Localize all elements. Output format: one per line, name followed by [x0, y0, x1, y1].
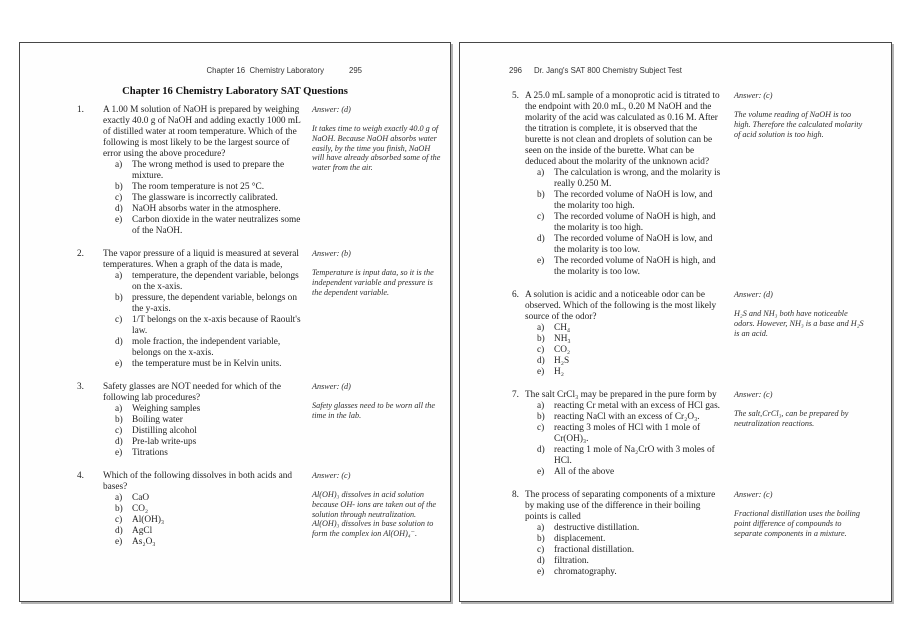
question-number: 8.	[512, 490, 519, 500]
question-main	[512, 91, 725, 278]
answer-option	[525, 323, 725, 334]
option-label: a)	[115, 160, 123, 170]
option-label: a)	[537, 401, 545, 411]
question-main	[512, 390, 725, 478]
option-text: All of the above	[554, 467, 615, 477]
answer-option	[103, 504, 303, 515]
answer-option	[525, 401, 725, 412]
option-text: The calculation is wrong, and the molarity is really 0.250 M.	[554, 168, 721, 189]
option-label: d)	[537, 556, 545, 566]
option-label: c)	[115, 193, 123, 203]
answer-option	[103, 426, 303, 437]
answer-option	[103, 315, 303, 337]
option-text: fractional distillation.	[554, 545, 635, 555]
options-list	[525, 323, 725, 378]
answer-explanation: It takes time to weigh exactly 40.0 g of NaOH. Because NaOH absorbs water easily, by the time you finish, NaOH will have already absorbed some of the water from the air.	[312, 124, 441, 173]
answer-option	[525, 534, 725, 545]
option-text: Titrations	[132, 448, 168, 458]
question-body	[525, 390, 725, 478]
option-label: d)	[115, 437, 123, 447]
option-label: a)	[537, 523, 545, 533]
options-list	[103, 271, 303, 370]
question	[77, 382, 444, 459]
option-text: CH₄	[554, 323, 571, 333]
answer-option	[103, 404, 303, 415]
option-text: Weighing samples	[132, 404, 201, 414]
question-number: 1.	[77, 105, 84, 115]
options-list	[103, 493, 303, 548]
option-text: Al(OH)₃	[132, 515, 165, 525]
answer-margin-note	[734, 490, 866, 538]
answer-option	[525, 367, 725, 378]
option-label: d)	[115, 337, 123, 347]
answer-margin-note	[734, 290, 866, 338]
option-text: Distilling alcohol	[132, 426, 197, 436]
option-label: e)	[115, 537, 123, 547]
option-text: Pre-lab write-ups	[132, 437, 197, 447]
option-text: The wrong method is used to prepare the mixture.	[132, 160, 285, 181]
option-label: e)	[537, 367, 545, 377]
option-text: displacement.	[554, 534, 606, 544]
question-number: 7.	[512, 390, 519, 400]
answer-option	[103, 160, 303, 182]
answer-option	[525, 190, 725, 212]
question-text: The process of separating components of a mixture by making use of the difference in their boiling points is called	[525, 490, 716, 522]
answer-option	[103, 204, 303, 215]
answer-option	[525, 423, 725, 445]
answer-margin-note	[312, 471, 444, 539]
option-label: b)	[115, 293, 123, 303]
option-text: reacting 1 mole of Na₂CrO with 3 moles of HCl.	[554, 445, 715, 466]
answer-option	[103, 359, 303, 370]
option-label: a)	[537, 323, 545, 333]
option-text: The recorded volume of NaOH is high, and the molarity is too low.	[554, 256, 716, 277]
answer-explanation: Al(OH)₃ dissolves in acid solution because OH- ions are taken out of the solution through neutralization. Al(OH)₃ dissolves in base solution to form the complex ion Al(OH)₄⁻.	[312, 490, 437, 539]
answer-option	[103, 493, 303, 504]
option-text: CO₂	[132, 504, 149, 514]
options-list	[103, 404, 303, 459]
question	[77, 249, 444, 370]
answer-option	[525, 334, 725, 345]
option-label: c)	[115, 515, 123, 525]
answer-label: Answer: (d)	[312, 105, 351, 114]
option-text: filtration.	[554, 556, 589, 566]
option-label: a)	[115, 404, 123, 414]
answer-option	[525, 556, 725, 567]
question-body	[103, 249, 303, 370]
option-text: The room temperature is not 25 °C.	[132, 182, 265, 192]
answer-option	[103, 337, 303, 359]
option-text: The recorded volume of NaOH is low, and the molarity is too low.	[554, 234, 713, 255]
chapter-title: Chapter 16 Chemistry Laboratory SAT Questions	[122, 86, 348, 97]
option-text: AgCl	[132, 526, 153, 536]
answer-option	[525, 567, 725, 578]
options-list	[525, 523, 725, 578]
question-text: The vapor pressure of a liquid is measured at several temperatures. When a graph of the data is made,	[103, 249, 299, 270]
option-text: NaOH absorbs water in the atmosphere.	[132, 204, 281, 214]
option-label: b)	[537, 412, 545, 422]
answer-explanation: Fractional distillation uses the boiling point difference of compounds to separate components in a mixture.	[734, 509, 860, 538]
option-text: the temperature must be in Kelvin units.	[132, 359, 282, 369]
question-text: A 1.00 M solution of NaOH is prepared by weighing exactly 40.0 g of NaOH and adding exactly 1000 mL of distilled water at room temperature. Which of the following is most likely to be the largest source of error using the above procedure?	[103, 105, 301, 159]
answer-explanation: The salt,CrCl₃, can be prepared by neutralization reactions.	[734, 409, 849, 428]
answer-option	[525, 467, 725, 478]
answer-option	[525, 212, 725, 234]
answer-option	[103, 182, 303, 193]
answer-label: Answer: (b)	[312, 249, 351, 258]
question-main	[77, 382, 303, 459]
option-text: reacting 3 moles of HCl with 1 mole of Cr(OH)₃.	[554, 423, 701, 444]
option-text: destructive distillation.	[554, 523, 640, 533]
answer-option	[525, 356, 725, 367]
question-body	[103, 382, 303, 459]
question-main	[77, 105, 303, 237]
answer-label: Answer: (d)	[312, 382, 351, 391]
answer-option	[525, 545, 725, 556]
question-body	[525, 91, 725, 278]
option-text: The recorded volume of NaOH is high, and the molarity is too high.	[554, 212, 716, 233]
option-label: d)	[115, 526, 123, 536]
option-text: The recorded volume of NaOH is low, and the molarity too high.	[554, 190, 713, 211]
page-left	[19, 42, 451, 602]
answer-label: Answer: (c)	[734, 390, 773, 399]
question	[77, 105, 444, 237]
option-label: d)	[115, 204, 123, 214]
question-main	[512, 490, 725, 578]
question-number: 5.	[512, 91, 519, 101]
question-main	[512, 290, 725, 378]
question	[77, 471, 444, 548]
option-label: c)	[115, 315, 123, 325]
option-label: c)	[537, 423, 545, 433]
option-label: c)	[537, 212, 545, 222]
answer-option	[103, 537, 303, 548]
answer-option	[103, 271, 303, 293]
option-label: e)	[537, 567, 545, 577]
option-label: b)	[115, 182, 123, 192]
answer-explanation: The volume reading of NaOH is too high. Therefore the calculated molarity of acid solution is too high.	[734, 110, 863, 139]
question-number: 2.	[77, 249, 84, 259]
answer-explanation: Safety glasses need to be worn all the time in the lab.	[312, 401, 436, 420]
option-text: As₂O₃	[132, 537, 156, 547]
answer-option	[103, 526, 303, 537]
option-label: c)	[537, 345, 545, 355]
option-text: reacting NaCl with an excess of Cr₂O₃.	[554, 412, 700, 422]
option-label: b)	[537, 190, 545, 200]
page-number: 296	[509, 66, 523, 75]
answer-margin-note	[312, 105, 444, 173]
option-text: mole fraction, the independent variable, belongs on the x-axis.	[132, 337, 281, 358]
question-text: Safety glasses are NOT needed for which of the following lab procedures?	[103, 382, 281, 403]
answer-option	[525, 256, 725, 278]
options-list	[525, 401, 725, 478]
question-body	[103, 471, 303, 548]
question-main	[77, 471, 303, 548]
option-text: reacting Cr metal with an excess of HCl gas.	[554, 401, 721, 411]
option-label: a)	[115, 493, 123, 503]
questions-list	[512, 91, 885, 590]
answer-option	[525, 345, 725, 356]
question-body	[525, 290, 725, 378]
answer-label: Answer: (c)	[734, 91, 773, 100]
answer-label: Answer: (c)	[734, 490, 773, 499]
header-title: Chapter 16 Chemistry Laboratory	[206, 66, 324, 75]
option-label: d)	[537, 445, 545, 455]
running-header	[460, 66, 891, 75]
question-main	[77, 249, 303, 370]
option-text: H₂S	[554, 356, 570, 366]
answer-option	[525, 445, 725, 467]
question	[512, 390, 885, 478]
option-text: CaO	[132, 493, 150, 503]
option-label: b)	[115, 504, 123, 514]
option-text: Carbon dioxide in the water neutralizes some of the NaOH.	[132, 215, 301, 236]
option-label: c)	[115, 426, 123, 436]
question-body	[525, 490, 725, 578]
answer-explanation: Temperature is input data, so it is the independent variable and pressure is the dependent variable.	[312, 268, 434, 297]
question-text: A 25.0 mL sample of a monoprotic acid is titrated to the endpoint with 20.0 mL, 0.20 M NaOH and the molarity of the acid was calculated as 0.16 M. After the titration is complete, it is observed that the burette is not clean and droplets of solution can be seen on the inside of the burette. What can be deduced about the molarity of the unknown acid?	[525, 91, 720, 167]
option-label: a)	[537, 168, 545, 178]
option-text: chromatography.	[554, 567, 617, 577]
option-text: H₂	[554, 367, 564, 377]
option-label: e)	[115, 215, 123, 225]
answer-option	[525, 523, 725, 534]
question-number: 6.	[512, 290, 519, 300]
option-label: b)	[115, 415, 123, 425]
answer-option	[103, 437, 303, 448]
answer-explanation: H₂S and NH₃ both have noticeable odors. However, NH₃ is a base and H₂S is an acid.	[734, 309, 864, 338]
answer-option	[103, 193, 303, 204]
option-text: CO₂	[554, 345, 571, 355]
option-label: c)	[537, 545, 545, 555]
question-number: 3.	[77, 382, 84, 392]
option-label: b)	[537, 334, 545, 344]
answer-margin-note	[734, 390, 866, 429]
option-label: b)	[537, 534, 545, 544]
option-text: Boiling water	[132, 415, 183, 425]
answer-option	[525, 234, 725, 256]
question	[512, 290, 885, 378]
question	[512, 490, 885, 578]
question-number: 4.	[77, 471, 84, 481]
question-text: Which of the following dissolves in both acids and bases?	[103, 471, 293, 492]
running-header	[20, 66, 450, 75]
answer-margin-note	[312, 249, 444, 297]
option-label: e)	[115, 359, 123, 369]
option-label: d)	[537, 234, 545, 244]
answer-option	[525, 168, 725, 190]
option-text: pressure, the dependent variable, belongs on the y-axis.	[132, 293, 297, 314]
page-number: 295	[348, 66, 362, 75]
answer-option	[103, 293, 303, 315]
answer-label: Answer: (d)	[734, 290, 773, 299]
option-label: e)	[537, 256, 545, 266]
option-text: The glassware is incorrectly calibrated.	[132, 193, 278, 203]
answer-option	[525, 412, 725, 423]
answer-margin-note	[734, 91, 866, 139]
answer-option	[103, 448, 303, 459]
option-label: d)	[537, 356, 545, 366]
option-label: e)	[115, 448, 123, 458]
option-text: 1/T belongs on the x-axis because of Raoult's law.	[132, 315, 301, 336]
answer-option	[103, 215, 303, 237]
option-label: e)	[537, 467, 545, 477]
question-text: The salt CrCl₃ may be prepared in the pure form by	[525, 390, 717, 400]
question-text: A solution is acidic and a noticeable odor can be observed. Which of the following is the most likely source of the odor?	[525, 290, 717, 322]
options-list	[103, 160, 303, 237]
option-text: NH₃	[554, 334, 571, 344]
answer-margin-note	[312, 382, 444, 421]
question	[512, 91, 885, 278]
question-body	[103, 105, 303, 237]
answer-option	[103, 415, 303, 426]
header-title: Dr. Jang's SAT 800 Chemistry Subject Test	[534, 66, 682, 75]
questions-list	[77, 105, 444, 560]
option-label: a)	[115, 271, 123, 281]
option-text: temperature, the dependent variable, belongs on the x-axis.	[132, 271, 299, 292]
options-list	[525, 168, 725, 278]
answer-label: Answer: (c)	[312, 471, 351, 480]
page-right	[459, 42, 892, 602]
answer-option	[103, 515, 303, 526]
